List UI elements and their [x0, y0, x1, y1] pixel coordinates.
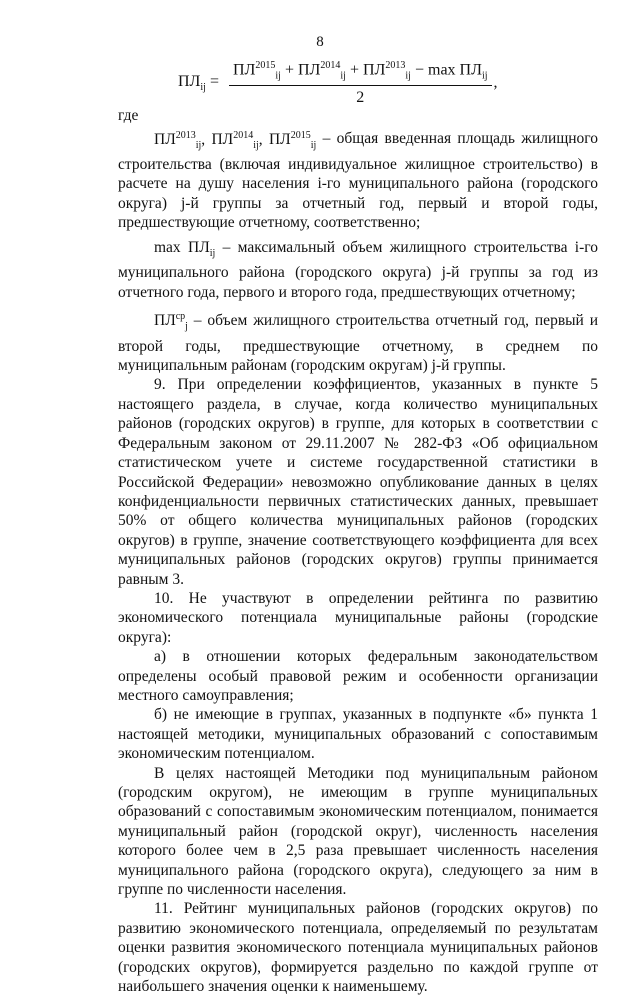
- definition-max-pl: $\max ПЛ_{ij}$ – максимальный объем жилищного строительства i-го муниципального района (городского округа) j-й группы за год из отчетного года, первого и второго года, предшествующих отчетному;: [118, 238, 598, 301]
- paragraph-10b: б) не имеющие в группах, указанных в подпункте «б» пункта 1 настоящей методики, муниципальных образований с сопоставимым экономическим потенциалом.: [118, 706, 598, 763]
- formula-denominator: 2: [356, 88, 365, 106]
- where-label: где: [118, 107, 139, 124]
- paragraph-10: 10. Не участвуют в определении рейтинга по развитию экономического потенциала муниципальные районы (городские округа):: [118, 589, 598, 646]
- paragraph-9: 9. При определении коэффициентов, указанных в пункте 5 настоящего раздела, в случае, когда количество муниципальных районов (городских округов) в группе, для которых в соответствии с Федеральным законом от 29.11.2007 № 282-ФЗ «Об официальном статистическом учете и системе государственной статистики в Российской Федерации» невозможно опубликование данных в целях конфиденциальности первичных статистических данных, превышает 50% от общего количества муниципальных районов (городских округов) в группе, значение соответствующего коэффициента для всех муниципальных районов (городских округов) группы принимается равным 3.: [118, 376, 598, 588]
- paragraph-10a: а) в отношении которых федеральным законодательством определены особый правовой режим и особенности организации местного самоуправления;: [118, 648, 598, 704]
- document-body: [118, 106, 598, 996]
- formula-comma: ,: [493, 74, 498, 92]
- paragraph-10c: В целях настоящей Методики под муниципальным районом (городским округом), не имеющим в группе муниципальных образований с сопоставимым экономическим потенциалом, понимается муниципальный район (городской округ), численность населения которого более чем в 2,5 раза превышает численность населения муниципального района (городского округа), следующего за ним в группе по численности населения.: [118, 764, 598, 899]
- formula-lhs: $ПЛ_{ij}$ =: [178, 73, 219, 94]
- definition-pl-avg: $ПЛ^{ср}_j$ – объем жилищного строительства отчетный год, первый и второй годы, предшествующие отчетному, в среднем по муниципальным районам (городским округам) j-й группы.: [118, 311, 598, 375]
- formula-numerator: $ПЛ^{2015}_{ij} + ПЛ^{2014}_{ij} + ПЛ^{2013}_{ij} - \max ПЛ_{ij}$: [229, 60, 492, 86]
- formula: [178, 60, 498, 107]
- paragraph-11: 11. Рейтинг муниципальных районов (городских округов) по развитию экономического потенциала, определяемый по результатам оценки развития экономического потенциала муниципальных районов (городских округов), формируется раздельно по каждой группе от наибольшего значения оценки к наименьшему.: [118, 900, 598, 996]
- page-number: 8: [316, 34, 324, 50]
- formula-fraction: [229, 60, 492, 107]
- definition-pl-years: $ПЛ^{2013}_{ij}$, $ПЛ^{2014}_{ij}$, $ПЛ^{2015}_{ij}$ – общая введенная площадь жилищного строительства (включая индивидуальное жилищное строительство) в расчете на душу населения i-го муниципального района (городского округа) j-й группы за отчетный год, первый и второй годы, предшествующие отчетному, соответственно;: [118, 129, 599, 232]
